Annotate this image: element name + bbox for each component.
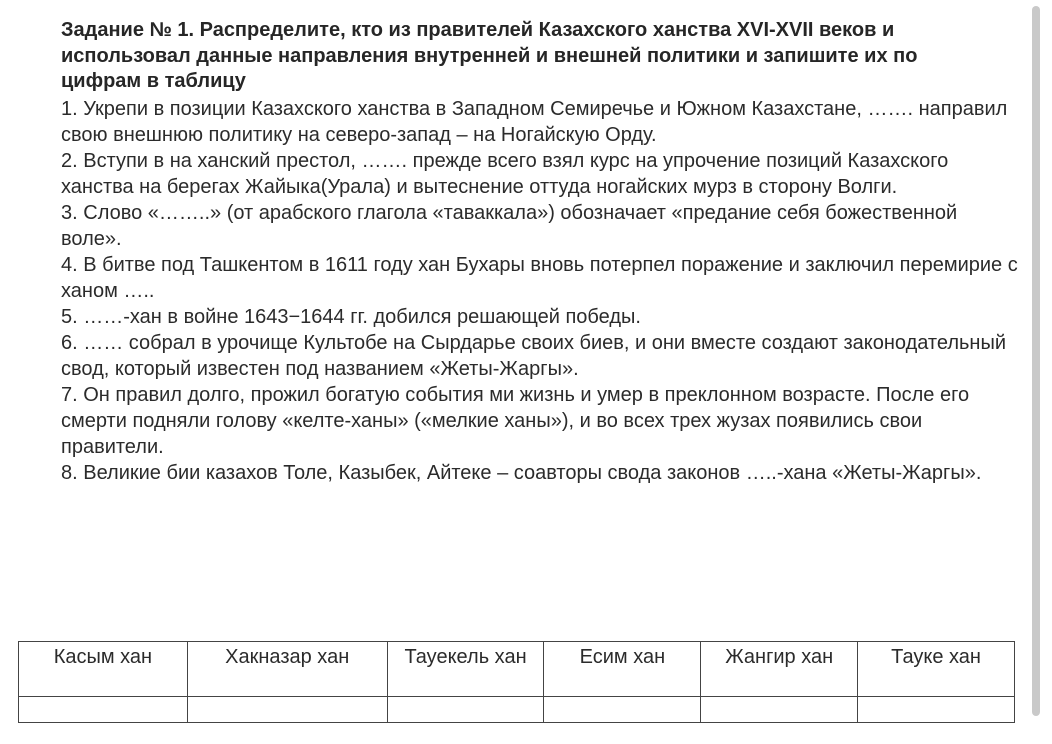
answer-cell [701,697,858,723]
answer-cell [19,697,188,723]
header-cell-zhangir: Жангир хан [701,642,858,697]
header-cell-esim: Есим хан [544,642,701,697]
item-text: ……-хан в войне 1643−1644 гг. добился решающей победы. [77,306,641,328]
answer-cell [858,697,1015,723]
list-item [61,148,1021,200]
task-title: Задание № 1. Распределите, кто из правителей Казахского ханства XVI-XVII веков и использовал данные направления внутренней и внешней политики и запишите их по цифрам в таблицу [61,19,918,92]
answer-cell [544,697,701,723]
item-number: 6. [61,332,78,354]
item-number: 5. [61,306,78,328]
list-item [61,96,1021,148]
item-text: Вступи в на ханский престол, ……. прежде всего взял курс на упрочение позиций Казахского ханства на берегах Жайыка(Урала) и вытеснение оттуда ногайских мурз в сторону Волги. [61,150,949,198]
list-item [61,252,1021,304]
item-text: Слово «……..» (от арабского глагола «таваккала») обозначает «предание себя божественной воле». [61,202,958,250]
item-text: Он правил долго, прожил богатую события ми жизнь и умер в преклонном возрасте. После его смерти подняли голову «келте-ханы» («мелкие ханы»), и во всех трех жузах появились свои правители. [61,384,970,458]
task-items-list [61,96,1021,486]
header-cell-khaknazar: Хакназар хан [187,642,387,697]
header-cell-kasym: Касым хан [19,642,188,697]
item-number: 7. [61,384,78,406]
item-number: 1. [61,98,78,120]
item-text: Великие бии казахов Толе, Казыбек, Айтеке – соавторы свода законов …..-хана «Жеты-Жаргы». [77,462,982,484]
item-number: 3. [61,202,78,224]
answer-cell [387,697,544,723]
list-item [61,382,1021,460]
item-number: 4. [61,254,78,276]
header-cell-tauekel: Тауекель хан [387,642,544,697]
list-item [61,330,1021,382]
table-header-row [19,642,1015,697]
item-text: …… собрал в урочище Культобе на Сырдарье своих биев, и они вместе создают законодательный свод, который известен под названием «Жеты-Жаргы». [61,332,1006,380]
item-number: 8. [61,462,78,484]
list-item [61,460,1021,486]
answer-cell [187,697,387,723]
item-number: 2. [61,150,78,172]
item-text: Укрепи в позиции Казахского ханства в Западном Семиречье и Южном Казахстане, ……. направил свою внешнюю политику на северо-запад – на Ногайскую Орду. [61,98,1008,146]
item-text: В битве под Ташкентом в 1611 году хан Бухары вновь потерпел поражение и заключил перемирие с ханом ….. [61,254,1018,302]
header-cell-tauke: Тауке хан [858,642,1015,697]
table-row [19,697,1015,723]
answer-table [18,641,1015,723]
list-item [61,200,1021,252]
list-item [61,304,1021,330]
vertical-scrollbar[interactable] [1032,6,1040,716]
